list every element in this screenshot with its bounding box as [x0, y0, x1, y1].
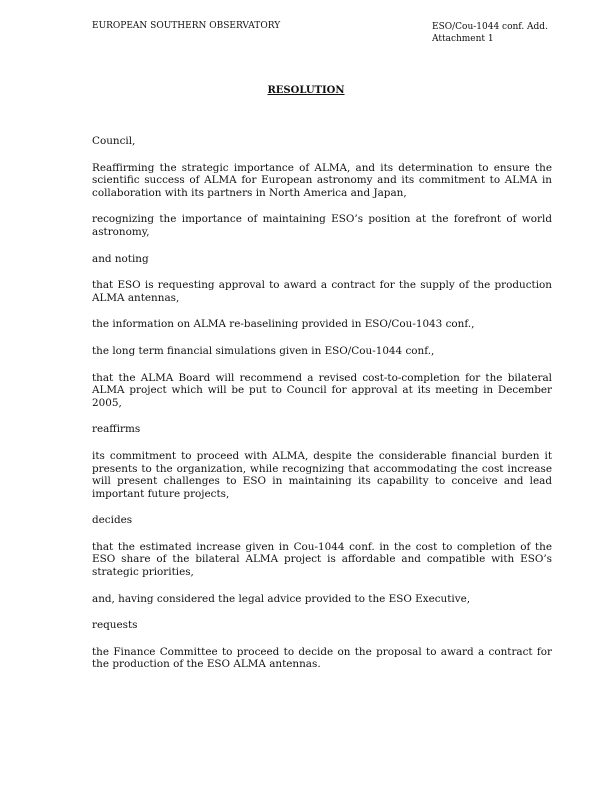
- paragraph-commitment: its commitment to proceed with ALMA, despite the considerable financial burden it presents to the organization, while recognizing that accommodating the cost increase will present challenges to ESO in maintaining its capability to conceive and lead important future projects,: [92, 449, 552, 500]
- paragraph-and-noting: and noting: [92, 252, 149, 265]
- paragraph-estimated-increase: that the estimated increase given in Cou-1044 conf. in the cost to completion of the ESO share of the bilateral ALMA project is affordable and compatible with ESO’s strategic priorities,: [92, 540, 552, 579]
- header-doc-ref: ESO/Cou-1044 conf. Add.: [432, 22, 548, 32]
- resolution-body: [92, 135, 552, 685]
- header-organization: EUROPEAN SOUTHERN OBSERVATORY: [92, 21, 281, 31]
- paragraph-financial-simulations: the long term financial simulations given in ESO/Cou-1044 conf.,: [92, 344, 435, 357]
- header-reference: [432, 21, 548, 45]
- paragraph-recognizing: recognizing the importance of maintaining ESO’s position at the forefront of world astronomy,: [92, 213, 552, 238]
- paragraph-rebaselining: the information on ALMA re-baselining provided in ESO/Cou-1043 conf.,: [92, 318, 475, 331]
- paragraph-decides: decides: [92, 514, 133, 527]
- paragraph-contract-request: that ESO is requesting approval to award a contract for the supply of the production ALMA antennas,: [92, 279, 552, 304]
- paragraph-requests: requests: [92, 619, 138, 632]
- paragraph-legal-advice: and, having considered the legal advice provided to the ESO Executive,: [92, 592, 471, 605]
- document-title: RESOLUTION: [267, 85, 345, 96]
- paragraph-reaffirms: reaffirms: [92, 423, 141, 436]
- paragraph-alma-board: that the ALMA Board will recommend a revised cost-to-completion for the bilateral ALMA project which will be put to Council for approval at its meeting in December 2005,: [92, 371, 552, 409]
- paragraph-council: Council,: [92, 135, 136, 147]
- paragraph-finance-committee: the Finance Committee to proceed to decide on the proposal to award a contract for the production of the ESO ALMA antennas.: [92, 645, 552, 671]
- header-attachment: Attachment 1: [432, 34, 494, 44]
- paragraph-reaffirming: Reaffirming the strategic importance of ALMA, and its determination to ensure the scientific success of ALMA for European astronomy and its commitment to ALMA in collaboration with its partners in North America and Japan,: [92, 161, 552, 199]
